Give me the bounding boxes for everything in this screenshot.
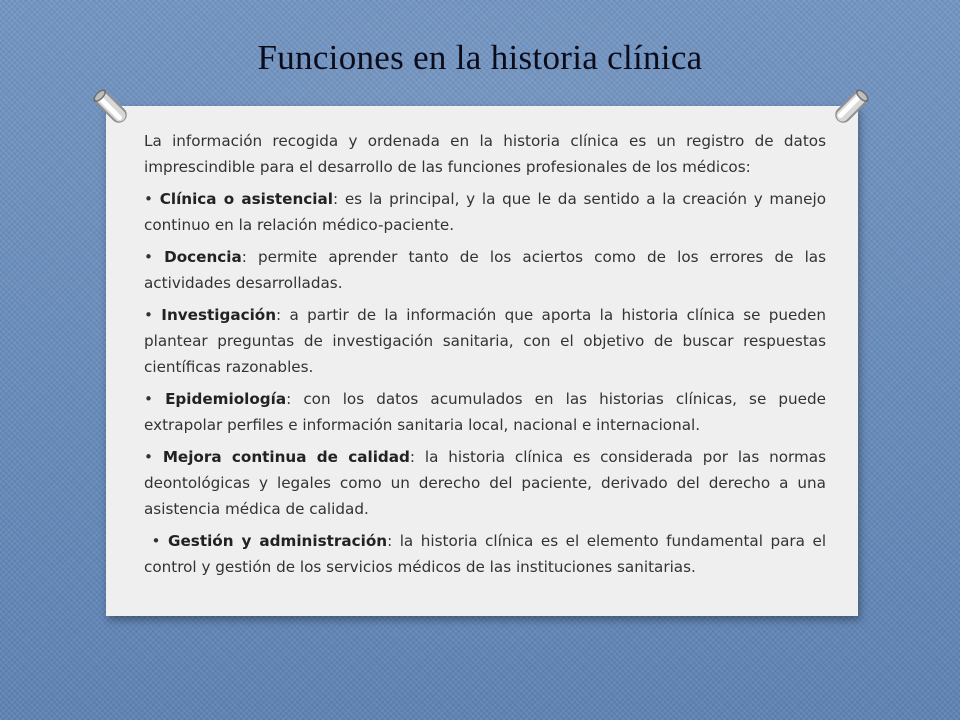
bullet-icon: •: [144, 248, 153, 266]
bullet-item: [144, 444, 826, 522]
bullet-icon: •: [144, 390, 153, 408]
bullet-item: [144, 186, 826, 238]
slide-body: [144, 128, 826, 586]
push-pin-left-icon: [86, 82, 136, 132]
bullet-term: Epidemiología: [165, 390, 287, 408]
bullet-term: Gestión y administración: [168, 532, 388, 550]
bullet-icon: •: [144, 306, 153, 324]
bullet-text: : es la principal, y la que le da sentido a la creación y manejo continuo en la relación médico-paciente.: [144, 190, 827, 234]
bullet-term: Clínica o asistencial: [159, 190, 333, 208]
bullet-text: : la historia clínica es el elemento fundamental para el control y gestión de los servicios médicos de las instituciones sanitarias.: [144, 532, 827, 576]
bullet-term: Docencia: [164, 248, 242, 266]
bullet-icon: •: [144, 448, 153, 466]
slide-title: Funciones en la historia clínica: [257, 38, 703, 77]
bullet-term: Mejora continua de calidad: [162, 448, 410, 466]
bullet-item: [144, 244, 826, 296]
bullet-term: Investigación: [161, 306, 277, 324]
bullet-item: [144, 302, 826, 380]
push-pin-right-icon: [826, 82, 876, 132]
intro-paragraph: La información recogida y ordenada en la historia clínica es un registro de datos imprescindible para el desarrollo de las funciones profesionales de los médicos:: [144, 132, 826, 176]
bullet-icon: •: [144, 190, 153, 208]
bullet-item: [144, 528, 826, 580]
bullet-item: [144, 386, 826, 438]
bullet-text: : a partir de la información que aporta la historia clínica se pueden plantear preguntas de investigación sanitaria, con el objetivo de buscar respuestas científicas razonables.: [144, 306, 826, 376]
bullet-icon: •: [151, 532, 161, 550]
bullet-text: : la historia clínica es considerada por las normas deontológicas y legales como un derecho del paciente, derivado del derecho a una asistencia médica de calidad.: [144, 448, 826, 518]
bullet-text: : permite aprender tanto de los aciertos como de los errores de las actividades desarrolladas.: [144, 248, 827, 292]
bullet-text: : con los datos acumulados en las historias clínicas, se puede extrapolar perfiles e información sanitaria local, nacional e internacional.: [144, 390, 826, 434]
